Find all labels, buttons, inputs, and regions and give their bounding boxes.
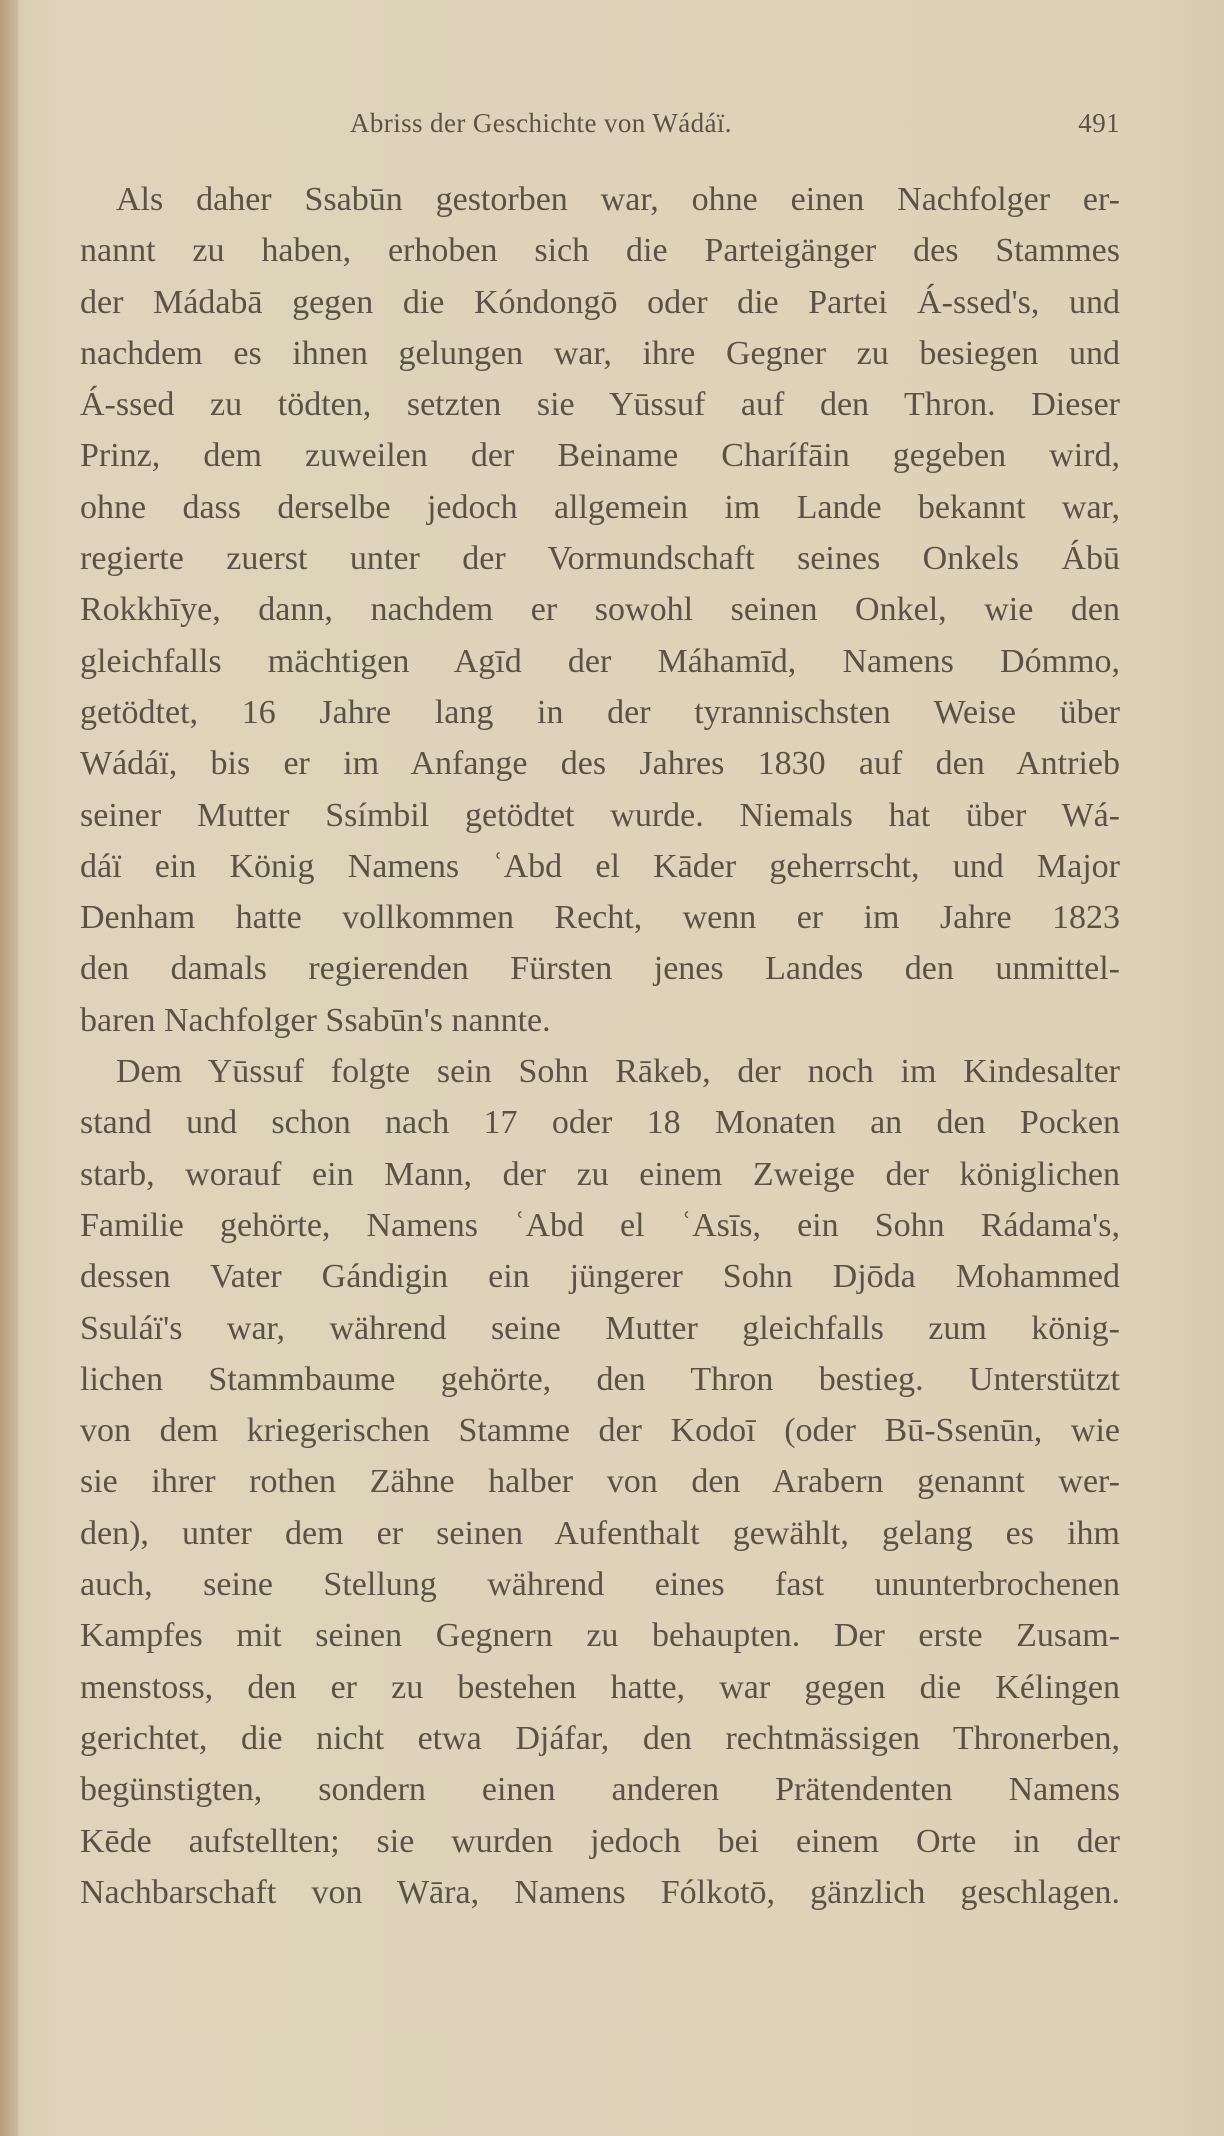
text-line: menstoss, den er zu bestehen hatte, war gegen die Kélingen: [80, 1668, 1120, 1706]
text-line: den damals regierenden Fürsten jenes Landes den unmittel-: [80, 950, 1120, 988]
text-line: Kēde aufstellten; sie wurden jedoch bei einem Orte in der: [80, 1822, 1120, 1860]
page-body: [80, 174, 1120, 1918]
text-line: Kampfes mit seinen Gegnern zu behaupten. Der erste Zusam-: [80, 1617, 1120, 1655]
text-line: Nachbarschaft von Wāra, Namens Fólkotō, gänzlich geschlagen.: [80, 1873, 1120, 1911]
text-line: den), unter dem er seinen Aufenthalt gewählt, gelang es ihm: [80, 1514, 1120, 1552]
paragraph-2: [80, 1046, 1120, 1918]
text-line: begünstigten, sondern einen anderen Prätendenten Namens: [80, 1771, 1120, 1809]
paragraph-1: [80, 174, 1120, 1046]
text-line: Wádáï, bis er im Anfange des Jahres 1830 auf den Antrieb: [80, 745, 1120, 783]
page-header: [80, 108, 1120, 148]
page-number: 491: [1078, 108, 1120, 138]
text-line: gerichtet, die nicht etwa Djáfar, den rechtmässigen Thronerben,: [80, 1719, 1120, 1757]
text-line: getödtet, 16 Jahre lang in der tyrannischsten Weise über: [80, 693, 1120, 731]
text-line: Denham hatte vollkommen Recht, wenn er im Jahre 1823: [80, 899, 1120, 937]
text-line: Als daher Ssabūn gestorben war, ohne einen Nachfolger er-: [116, 181, 1120, 218]
text-line: sie ihrer rothen Zähne halber von den Arabern genannt wer-: [80, 1463, 1120, 1501]
text-line: regierte zuerst unter der Vormundschaft seines Onkels Ábū: [80, 540, 1120, 578]
text-line: gleichfalls mächtigen Agīd der Máhamīd, Namens Dómmo,: [80, 642, 1120, 680]
text-line: dessen Vater Gándigin ein jüngerer Sohn Djōda Mohammed: [80, 1258, 1120, 1296]
text-line: Á-ssed zu tödten, setzten sie Yūssuf auf den Thron. Dieser: [80, 386, 1120, 424]
text-line: Prinz, dem zuweilen der Beiname Charífāin gegeben wird,: [80, 437, 1120, 475]
text-line: nachdem es ihnen gelungen war, ihre Gegner zu besiegen und: [80, 334, 1120, 372]
text-line: ohne dass derselbe jedoch allgemein im Lande bekannt war,: [80, 488, 1120, 526]
running-title: Abriss der Geschichte von Wádáï.: [350, 108, 732, 138]
page-gutter-shadow: [0, 0, 18, 2136]
text-line: stand und schon nach 17 oder 18 Monaten an den Pocken: [80, 1104, 1120, 1142]
text-line: seiner Mutter Ssímbil getödtet wurde. Niemals hat über Wá-: [80, 796, 1120, 834]
text-line: starb, worauf ein Mann, der zu einem Zweige der königlichen: [80, 1155, 1120, 1193]
text-line: Dem Yūssuf folgte sein Sohn Rākeb, der noch im Kindesalter: [116, 1053, 1120, 1091]
text-line: auch, seine Stellung während eines fast ununterbrochenen: [80, 1566, 1120, 1604]
text-line: Rokkhīye, dann, nachdem er sowohl seinen Onkel, wie den: [80, 591, 1120, 629]
text-line: baren Nachfolger Ssabūn's nannte.: [80, 1001, 551, 1039]
text-line: Ssuláï's war, während seine Mutter gleichfalls zum könig-: [80, 1309, 1120, 1347]
text-line: nannt zu haben, erhoben sich die Parteigänger des Stammes: [80, 232, 1120, 270]
text-line: dáï ein König Namens ʿAbd el Kāder geherrscht, und Major: [80, 847, 1120, 885]
text-line: Familie gehörte, Namens ʿAbd el ʿAsīs, ein Sohn Rádama's,: [80, 1206, 1120, 1244]
text-line: der Mádabā gegen die Kóndongō oder die Partei Á-ssed's, und: [80, 283, 1120, 321]
text-line: von dem kriegerischen Stamme der Kodoī (oder Bū-Ssenūn, wie: [80, 1412, 1120, 1450]
text-line: lichen Stammbaume gehörte, den Thron bestieg. Unterstützt: [80, 1360, 1120, 1398]
